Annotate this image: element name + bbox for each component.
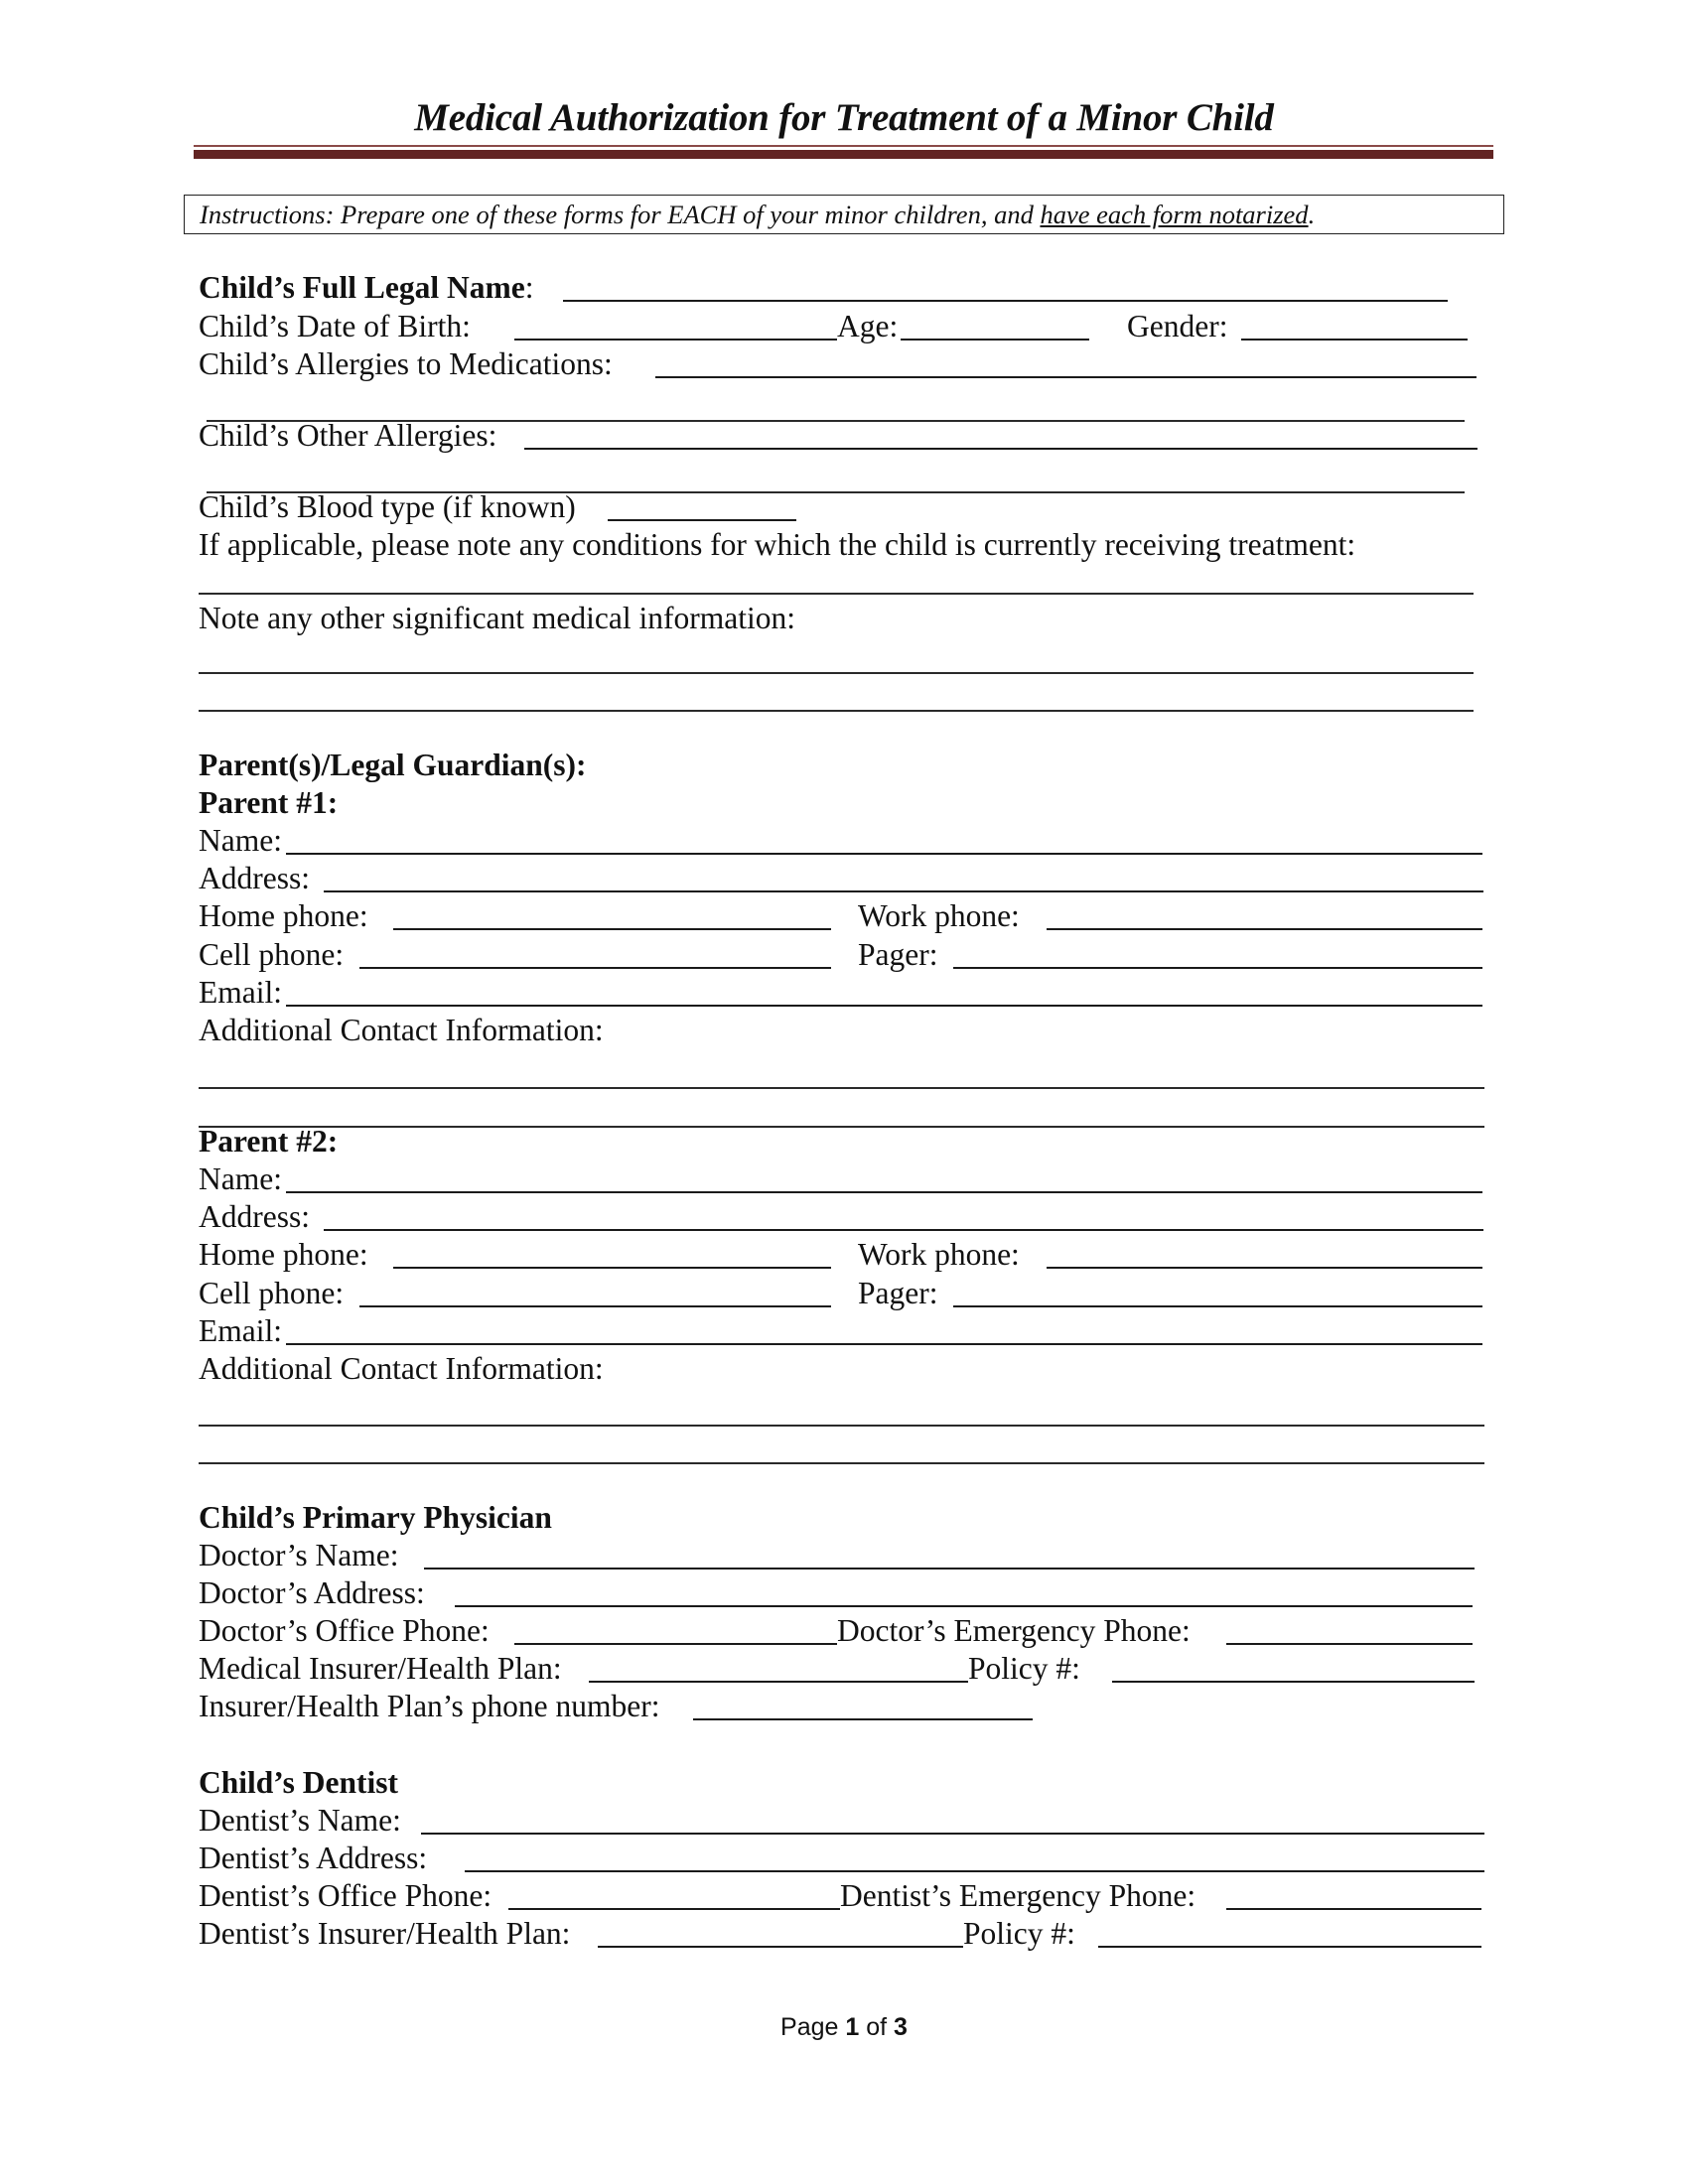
dentist-name-row xyxy=(199,1801,1489,1841)
parent-2-address-row xyxy=(199,1197,1489,1237)
parent-1-pager-label: Pager: xyxy=(858,937,938,972)
parent-1-name-label: Name: xyxy=(199,823,282,858)
parent-1-heading: Parent #1: xyxy=(199,785,339,820)
parent-2-home-phone-field[interactable] xyxy=(393,1267,831,1269)
parent-2-home-phone-label: Home phone: xyxy=(199,1237,368,1272)
parent-1-phone-row xyxy=(199,896,1489,936)
instructions-box xyxy=(184,195,1504,234)
child-other-info-line-1[interactable] xyxy=(199,672,1474,674)
of-word: of xyxy=(866,2013,888,2041)
child-age-label: Age: xyxy=(837,309,899,343)
dentist-address-field[interactable] xyxy=(465,1870,1484,1872)
dentist-insurer-row xyxy=(199,1914,1489,1954)
child-dob-row xyxy=(199,307,1489,346)
parent-1-name-row xyxy=(199,821,1489,861)
child-dob-field[interactable] xyxy=(514,339,837,341)
child-gender-field[interactable] xyxy=(1241,339,1468,341)
parent-2-heading: Parent #2: xyxy=(199,1124,339,1159)
physician-address-row xyxy=(199,1573,1489,1613)
dentist-insurer-field[interactable] xyxy=(598,1946,963,1948)
dentist-emergency-phone-label: Dentist’s Emergency Phone: xyxy=(840,1878,1196,1913)
instructions-period: . xyxy=(1308,200,1316,229)
title-rule-thick xyxy=(194,150,1493,159)
child-conditions-label: If applicable, please note any conditions for which the child is currently receiving treatment: xyxy=(199,527,1356,562)
parent-2-name-label: Name: xyxy=(199,1161,282,1196)
child-blood-type-row xyxy=(199,487,1489,527)
dentist-policy-label: Policy #: xyxy=(963,1916,1075,1951)
parent-1-cell-row xyxy=(199,935,1489,975)
parent-1-address-row xyxy=(199,859,1489,898)
dentist-name-label: Dentist’s Name: xyxy=(199,1803,401,1838)
parent-2-additional-line-1[interactable] xyxy=(199,1425,1484,1427)
page-number xyxy=(0,2013,1688,2042)
parent-2-email-field[interactable] xyxy=(286,1343,1482,1345)
child-conditions-field[interactable] xyxy=(199,593,1474,595)
child-full-name-row xyxy=(199,268,1489,308)
instructions-text: Instructions: Prepare one of these forms for EACH of your minor children, and xyxy=(200,200,1041,229)
child-conditions-row xyxy=(199,525,1489,565)
parent-2-pager-field[interactable] xyxy=(953,1305,1482,1307)
child-med-allergies-row xyxy=(199,344,1489,384)
dentist-address-row xyxy=(199,1839,1489,1878)
child-dob-label: Child’s Date of Birth: xyxy=(199,309,471,343)
parent-1-work-phone-field[interactable] xyxy=(1047,928,1482,930)
dentist-heading: Child’s Dentist xyxy=(199,1765,398,1800)
parent-1-home-phone-label: Home phone: xyxy=(199,898,368,933)
child-med-allergies-label: Child’s Allergies to Medications: xyxy=(199,346,613,381)
child-other-info-label: Note any other significant medical information: xyxy=(199,601,795,635)
parent-2-phone-row xyxy=(199,1235,1489,1275)
physician-heading: Child’s Primary Physician xyxy=(199,1500,552,1535)
child-med-allergies-field[interactable] xyxy=(655,376,1477,378)
title-rule-thin xyxy=(194,145,1493,147)
dentist-name-field[interactable] xyxy=(421,1833,1484,1835)
physician-insurer-phone-field[interactable] xyxy=(693,1718,1033,1720)
parent-2-additional-label: Additional Contact Information: xyxy=(199,1351,604,1386)
physician-insurer-field[interactable] xyxy=(589,1681,968,1683)
guardians-heading: Parent(s)/Legal Guardian(s): xyxy=(199,748,587,782)
parent-1-additional-label: Additional Contact Information: xyxy=(199,1013,604,1047)
child-blood-type-field[interactable] xyxy=(608,519,796,521)
child-other-info-row xyxy=(199,599,1489,638)
dentist-insurer-label: Dentist’s Insurer/Health Plan: xyxy=(199,1916,571,1951)
physician-insurer-label: Medical Insurer/Health Plan: xyxy=(199,1651,562,1686)
dentist-office-phone-label: Dentist’s Office Phone: xyxy=(199,1878,492,1913)
physician-policy-field[interactable] xyxy=(1112,1681,1475,1683)
physician-address-label: Doctor’s Address: xyxy=(199,1575,425,1610)
parent-2-work-phone-label: Work phone: xyxy=(858,1237,1020,1272)
physician-name-row xyxy=(199,1536,1489,1575)
parent-2-address-field[interactable] xyxy=(324,1229,1483,1231)
dentist-emergency-phone-field[interactable] xyxy=(1226,1908,1481,1910)
physician-office-phone-label: Doctor’s Office Phone: xyxy=(199,1613,490,1648)
dentist-address-label: Dentist’s Address: xyxy=(199,1841,428,1875)
physician-name-field[interactable] xyxy=(424,1568,1475,1570)
child-other-allergies-row xyxy=(199,416,1489,456)
physician-office-phone-field[interactable] xyxy=(514,1643,837,1645)
physician-address-field[interactable] xyxy=(455,1605,1473,1607)
child-other-info-line-2[interactable] xyxy=(199,710,1474,712)
dentist-policy-field[interactable] xyxy=(1098,1946,1481,1948)
document-title: Medical Authorization for Treatment of a Minor Child xyxy=(414,96,1274,139)
dentist-phone-row xyxy=(199,1876,1489,1916)
parent-2-cell-phone-field[interactable] xyxy=(359,1305,831,1307)
child-other-allergies-label: Child’s Other Allergies: xyxy=(199,418,497,453)
page-word: Page xyxy=(780,2013,839,2041)
dentist-office-phone-field[interactable] xyxy=(508,1908,840,1910)
parent-1-address-label: Address: xyxy=(199,861,310,895)
child-full-name-field[interactable] xyxy=(563,300,1448,302)
parent-1-name-field[interactable] xyxy=(286,853,1482,855)
child-full-name-label xyxy=(199,268,534,308)
parent-2-cell-phone-label: Cell phone: xyxy=(199,1276,345,1310)
parent-1-additional-line-1[interactable] xyxy=(199,1087,1484,1089)
parent-2-name-row xyxy=(199,1160,1489,1199)
parent-1-pager-field[interactable] xyxy=(953,967,1482,969)
child-full-name-colon: : xyxy=(524,270,534,305)
parent-2-address-label: Address: xyxy=(199,1199,310,1234)
parent-2-work-phone-field[interactable] xyxy=(1047,1267,1482,1269)
child-full-name-label-text: Child’s Full Legal Name xyxy=(199,270,525,305)
current-page: 1 xyxy=(845,2013,860,2041)
parent-2-cell-row xyxy=(199,1274,1489,1313)
physician-emergency-phone-label: Doctor’s Emergency Phone: xyxy=(837,1613,1191,1648)
child-other-allergies-field[interactable] xyxy=(524,448,1477,450)
physician-emergency-phone-field[interactable] xyxy=(1226,1643,1473,1645)
total-pages: 3 xyxy=(894,2013,908,2041)
parent-2-pager-label: Pager: xyxy=(858,1276,938,1310)
parent-2-additional-line-2[interactable] xyxy=(199,1462,1484,1464)
physician-name-label: Doctor’s Name: xyxy=(199,1538,399,1572)
instructions-notarized: have each form notarized xyxy=(1040,200,1309,229)
parent-1-cell-phone-field[interactable] xyxy=(359,967,831,969)
parent-1-home-phone-field[interactable] xyxy=(393,928,831,930)
parent-2-name-field[interactable] xyxy=(286,1191,1482,1193)
physician-insurer-row xyxy=(199,1649,1489,1689)
physician-phone-row xyxy=(199,1611,1489,1651)
parent-1-email-row xyxy=(199,973,1489,1013)
physician-insurer-phone-row xyxy=(199,1687,1489,1726)
parent-1-cell-phone-label: Cell phone: xyxy=(199,937,345,972)
parent-1-work-phone-label: Work phone: xyxy=(858,898,1020,933)
parent-1-email-field[interactable] xyxy=(286,1005,1482,1007)
parent-2-email-label: Email: xyxy=(199,1313,282,1348)
parent-1-additional-line-2[interactable] xyxy=(199,1126,1484,1128)
child-blood-type-label: Child’s Blood type (if known) xyxy=(199,489,576,524)
child-gender-label: Gender: xyxy=(1127,309,1228,343)
child-age-field[interactable] xyxy=(901,339,1089,341)
physician-policy-label: Policy #: xyxy=(968,1651,1080,1686)
parent-1-address-field[interactable] xyxy=(324,890,1483,892)
parent-1-email-label: Email: xyxy=(199,975,282,1010)
physician-insurer-phone-label: Insurer/Health Plan’s phone number: xyxy=(199,1689,660,1723)
parent-2-email-row xyxy=(199,1311,1489,1351)
